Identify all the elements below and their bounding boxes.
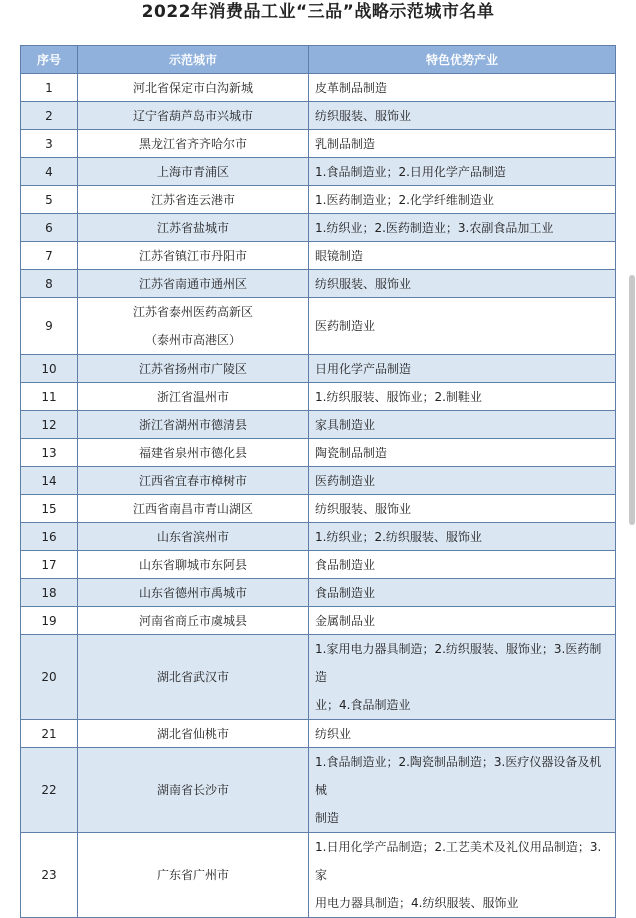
table-row — [21, 383, 616, 411]
row-city-line: （泰州市高港区） — [144, 333, 241, 347]
row-city: 黑龙江省齐齐哈尔市 — [78, 130, 309, 158]
row-city: 江苏省镇江市丹阳市 — [78, 242, 309, 270]
row-city: 湖南省长沙市 — [78, 748, 309, 833]
row-industry-line: 业；4.食品制造业 — [315, 698, 411, 712]
table-row — [21, 158, 616, 186]
row-city: 江苏省扬州市广陵区 — [78, 355, 309, 383]
table-row — [21, 579, 616, 607]
row-industry: 纺织服装、服饰业 — [309, 495, 616, 523]
table-row — [21, 523, 616, 551]
row-number: 1 — [21, 74, 78, 102]
row-industry: 纺织服装、服饰业 — [309, 270, 616, 298]
row-city: 江西省南昌市青山湖区 — [78, 495, 309, 523]
table-row — [21, 130, 616, 158]
row-industry-line: 1.日用化学产品制造；2.工艺美术及礼仪用品制造；3.家 — [315, 840, 602, 882]
row-number: 20 — [21, 635, 78, 720]
row-number: 6 — [21, 214, 78, 242]
table-row — [21, 833, 616, 918]
row-city: 河南省商丘市虞城县 — [78, 607, 309, 635]
row-city: 江苏省盐城市 — [78, 214, 309, 242]
row-industry-line: 用电力器具制造；4.纺织服装、服饰业 — [315, 896, 519, 910]
row-number: 18 — [21, 579, 78, 607]
row-city-line: 江苏省泰州医药高新区 — [132, 305, 253, 319]
row-industry: 皮革制品制造 — [309, 74, 616, 102]
row-number: 13 — [21, 439, 78, 467]
row-industry: 眼镜制造 — [309, 242, 616, 270]
row-city — [78, 298, 309, 355]
row-industry: 1.食品制造业；2.日用化学产品制造 — [309, 158, 616, 186]
row-city: 广东省广州市 — [78, 833, 309, 918]
row-city: 湖北省武汉市 — [78, 635, 309, 720]
scrollbar-thumb[interactable] — [629, 275, 635, 525]
row-number: 11 — [21, 383, 78, 411]
row-number: 23 — [21, 833, 78, 918]
row-number: 5 — [21, 186, 78, 214]
table-row — [21, 720, 616, 748]
table-row — [21, 495, 616, 523]
row-industry: 1.纺织服装、服饰业；2.制鞋业 — [309, 383, 616, 411]
table-row — [21, 242, 616, 270]
row-industry: 1.医药制造业；2.化学纤维制造业 — [309, 186, 616, 214]
table-row — [21, 411, 616, 439]
table-row — [21, 270, 616, 298]
table-row — [21, 439, 616, 467]
table-row — [21, 186, 616, 214]
row-industry: 纺织业 — [309, 720, 616, 748]
row-industry: 乳制品制造 — [309, 130, 616, 158]
row-number: 17 — [21, 551, 78, 579]
table-row — [21, 102, 616, 130]
row-industry: 陶瓷制品制造 — [309, 439, 616, 467]
table-row — [21, 298, 616, 355]
row-number: 19 — [21, 607, 78, 635]
row-city: 山东省德州市禹城市 — [78, 579, 309, 607]
row-number: 10 — [21, 355, 78, 383]
row-city: 浙江省湖州市德清县 — [78, 411, 309, 439]
row-city: 上海市青浦区 — [78, 158, 309, 186]
row-number: 9 — [21, 298, 78, 355]
row-number: 16 — [21, 523, 78, 551]
row-city: 浙江省温州市 — [78, 383, 309, 411]
row-industry: 1.纺织业；2.纺织服装、服饰业 — [309, 523, 616, 551]
row-number: 7 — [21, 242, 78, 270]
row-city: 山东省聊城市东阿县 — [78, 551, 309, 579]
header-city: 示范城市 — [78, 46, 309, 74]
table-row — [21, 748, 616, 833]
row-number: 2 — [21, 102, 78, 130]
row-industry: 食品制造业 — [309, 551, 616, 579]
row-number: 3 — [21, 130, 78, 158]
row-city: 江西省宜春市樟树市 — [78, 467, 309, 495]
row-city: 湖北省仙桃市 — [78, 720, 309, 748]
row-industry-line: 1.食品制造业；2.陶瓷制品制造；3.医疗仪器设备及机械 — [315, 755, 602, 797]
row-number: 14 — [21, 467, 78, 495]
table-header-row — [21, 46, 616, 74]
row-industry: 纺织服装、服饰业 — [309, 102, 616, 130]
row-industry: 医药制造业 — [309, 298, 616, 355]
row-city: 辽宁省葫芦岛市兴城市 — [78, 102, 309, 130]
row-industry-line: 制造 — [315, 811, 340, 825]
row-number: 12 — [21, 411, 78, 439]
row-industry: 日用化学产品制造 — [309, 355, 616, 383]
row-city: 江苏省南通市通州区 — [78, 270, 309, 298]
table-row — [21, 607, 616, 635]
row-industry: 食品制造业 — [309, 579, 616, 607]
table-row — [21, 74, 616, 102]
row-city: 河北省保定市白沟新城 — [78, 74, 309, 102]
page-title: 2022年消费品工业“三品”战略示范城市名单 — [141, 2, 495, 22]
row-number: 4 — [21, 158, 78, 186]
table-row — [21, 635, 616, 720]
row-number: 15 — [21, 495, 78, 523]
table-row — [21, 551, 616, 579]
row-number: 21 — [21, 720, 78, 748]
row-city: 福建省泉州市德化县 — [78, 439, 309, 467]
row-industry-line: 1.家用电力器具制造；2.纺织服装、服饰业；3.医药制造 — [315, 642, 602, 684]
header-number: 序号 — [21, 46, 78, 74]
row-industry — [309, 748, 616, 833]
row-industry: 家具制造业 — [309, 411, 616, 439]
row-number: 8 — [21, 270, 78, 298]
row-industry: 医药制造业 — [309, 467, 616, 495]
row-industry: 1.纺织业；2.医药制造业；3.农副食品加工业 — [309, 214, 616, 242]
row-industry — [309, 635, 616, 720]
table-row — [21, 467, 616, 495]
row-city: 江苏省连云港市 — [78, 186, 309, 214]
row-city: 山东省滨州市 — [78, 523, 309, 551]
row-industry: 金属制品业 — [309, 607, 616, 635]
row-industry — [309, 833, 616, 918]
header-industry: 特色优势产业 — [309, 46, 616, 74]
table-row — [21, 355, 616, 383]
table-row — [21, 214, 616, 242]
row-number: 22 — [21, 748, 78, 833]
demo-city-table — [20, 45, 616, 918]
